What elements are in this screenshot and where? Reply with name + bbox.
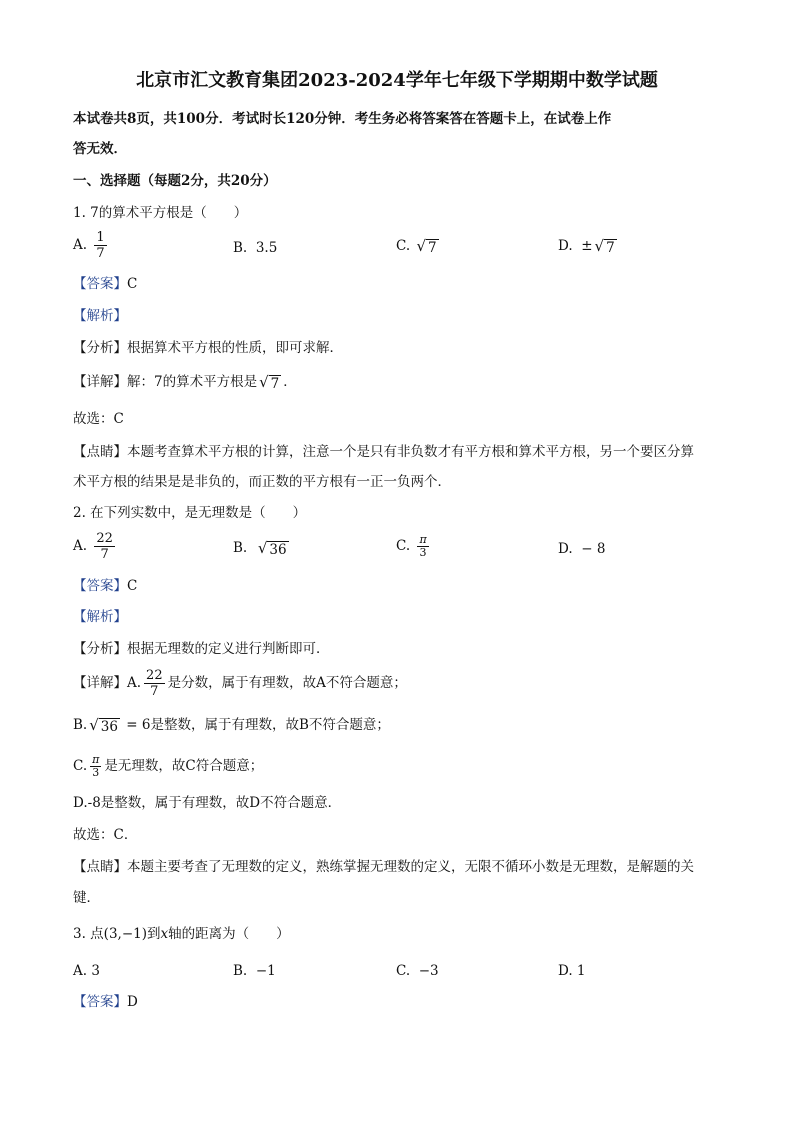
sqrt-symbol: √ 7 (416, 237, 437, 256)
q2-choose: 故选：C． (73, 827, 138, 843)
q1-dianjing-1 (73, 443, 694, 461)
option-value: −1 (255, 963, 276, 979)
q1-choose: 故选：C (73, 411, 124, 427)
fraction (94, 230, 106, 261)
sqrt-symbol: √ 7 (594, 237, 615, 256)
q2-xiangjie (73, 668, 407, 699)
q2-line-b (73, 716, 390, 735)
numerator: 1 (96, 230, 105, 245)
q1-option-b (233, 239, 277, 257)
q1-answer (73, 275, 137, 293)
answer-value: D (127, 994, 138, 1010)
numerator: 22 (96, 531, 113, 546)
q1-fenxi (73, 339, 343, 357)
answer-tag: 【答案】 (73, 578, 127, 594)
q2-line-d: D.-8是整数，属于有理数，故D不符合题意． (73, 795, 342, 811)
stem-suffix: 轴的距离为（ ） (168, 926, 290, 942)
dianjing-tag: 【点睛】 (73, 859, 127, 875)
radicand: 7 (606, 240, 615, 256)
stem-middle: 到 (147, 926, 161, 942)
instructions-line-1: 本试卷共8页，共100分．考试时长120分钟．考生务必将答案答在答题卡上，在试卷上作 (73, 111, 612, 127)
sqrt-symbol: √ 36 (89, 716, 118, 735)
option-value: − 8 (581, 541, 606, 557)
q2-analysis-tag (73, 608, 127, 626)
sqrt-symbol: √ 7 (259, 373, 280, 392)
q2-fenxi (73, 640, 330, 658)
dianjing-tag: 【点睛】 (73, 444, 127, 460)
answer-value: C (127, 276, 138, 292)
q1-option-a (73, 230, 110, 261)
denominator: 3 (419, 546, 427, 559)
q3-option-b (233, 962, 276, 980)
option-label: C. (396, 963, 411, 979)
option-value: −3 (418, 963, 439, 979)
line-text: 是整数，属于有理数，故B不符合题意； (150, 717, 390, 733)
sqrt-symbol: √ 36 (257, 539, 287, 558)
stem-prefix: 3. 点 (73, 926, 104, 942)
radicand: 36 (269, 542, 287, 558)
q2-dianjing-1 (73, 858, 694, 876)
axis-variable: x (160, 926, 169, 942)
q1-option-c (396, 237, 441, 256)
q1-dianjing-2: 术平方根的结果是是非负的，而正数的平方根有一正一负两个． (73, 474, 451, 490)
item-prefix: A. (127, 675, 142, 691)
section-heading: 一、选择题（每题2分，共20分） (73, 173, 277, 189)
page-title: 北京市汇文教育集团2023-2024学年七年级下学期期中数学试题 (136, 70, 658, 91)
q1-option-d (558, 237, 619, 256)
q2-option-b (233, 539, 291, 558)
point-coordinates: (3,−1) (103, 926, 147, 942)
q2-dianjing-2: 键． (73, 890, 100, 906)
radicand: 36 (100, 719, 118, 735)
numerator: π (419, 533, 427, 546)
option-label: B. (233, 240, 248, 256)
q2-stem: 2. 在下列实数中，是无理数是（ ） (73, 505, 307, 521)
xiangjie-tag: 【详解】 (73, 675, 127, 691)
option-label: D. (558, 541, 573, 557)
numerator: π (92, 753, 100, 766)
xiangjie-text: 是分数，属于有理数，故A不符合题意； (167, 675, 407, 691)
item-prefix: C. (73, 758, 88, 774)
fenxi-tag: 【分析】 (73, 340, 127, 356)
radicand: 7 (270, 376, 280, 392)
option-label: D. (558, 238, 573, 254)
line-text: 是无理数，故C符合题意； (104, 758, 264, 774)
q2-option-c (396, 534, 432, 559)
q3-answer (73, 993, 138, 1011)
option-label: B. (233, 540, 248, 556)
option-label: A. (73, 237, 88, 253)
period: ． (283, 374, 297, 390)
q2-option-a (73, 531, 118, 562)
answer-tag: 【答案】 (73, 276, 127, 292)
denominator: 7 (100, 547, 109, 562)
q3-stem (73, 925, 290, 943)
analysis-tag: 【解析】 (73, 609, 127, 625)
option-label: A. (73, 538, 88, 554)
denominator: 7 (96, 246, 105, 261)
fenxi-text: 根据算术平方根的性质，即可求解． (127, 340, 343, 356)
q1-xiangjie (73, 373, 297, 392)
option-label: B. (233, 963, 248, 979)
q2-line-c (73, 754, 263, 779)
q2-answer (73, 577, 137, 595)
radicand: 7 (428, 240, 437, 256)
dianjing-text: 本题考查算术平方根的计算，注意一个是只有非负数才有平方根和算术平方根，另一个要区分算 (127, 444, 694, 460)
item-prefix: B. (73, 717, 88, 733)
option-value: 3.5 (255, 240, 278, 256)
fenxi-tag: 【分析】 (73, 641, 127, 657)
numerator: 22 (146, 668, 163, 683)
plus-minus: ± (581, 238, 593, 254)
answer-value: C (127, 578, 138, 594)
equation-result: = 6 (121, 717, 151, 733)
q1-analysis-tag (73, 307, 127, 325)
dianjing-text: 本题主要考查了无理数的定义，熟练掌握无理数的定义，无限不循环小数是无理数，是解题的关 (127, 859, 694, 875)
option-label: C. (396, 238, 411, 254)
analysis-tag: 【解析】 (73, 308, 127, 324)
q1-stem: 1. 7的算术平方根是（ ） (73, 205, 248, 221)
fenxi-text: 根据无理数的定义进行判断即可． (127, 641, 330, 657)
fraction (90, 754, 101, 779)
q3-option-d: D. 1 (558, 963, 586, 979)
fraction (94, 531, 115, 562)
xiangjie-tag: 【详解】 (73, 374, 127, 390)
fraction (144, 668, 165, 699)
xiangjie-text: 解：7的算术平方根是 (127, 374, 258, 390)
option-label: C. (396, 538, 411, 554)
fraction (417, 534, 428, 559)
denominator: 3 (92, 766, 100, 779)
denominator: 7 (150, 684, 159, 699)
q2-option-d (558, 540, 605, 558)
q3-option-a: A. 3 (73, 963, 100, 979)
q3-option-c (396, 962, 439, 980)
instructions-line-2: 答无效． (73, 141, 127, 157)
answer-tag: 【答案】 (73, 994, 127, 1010)
